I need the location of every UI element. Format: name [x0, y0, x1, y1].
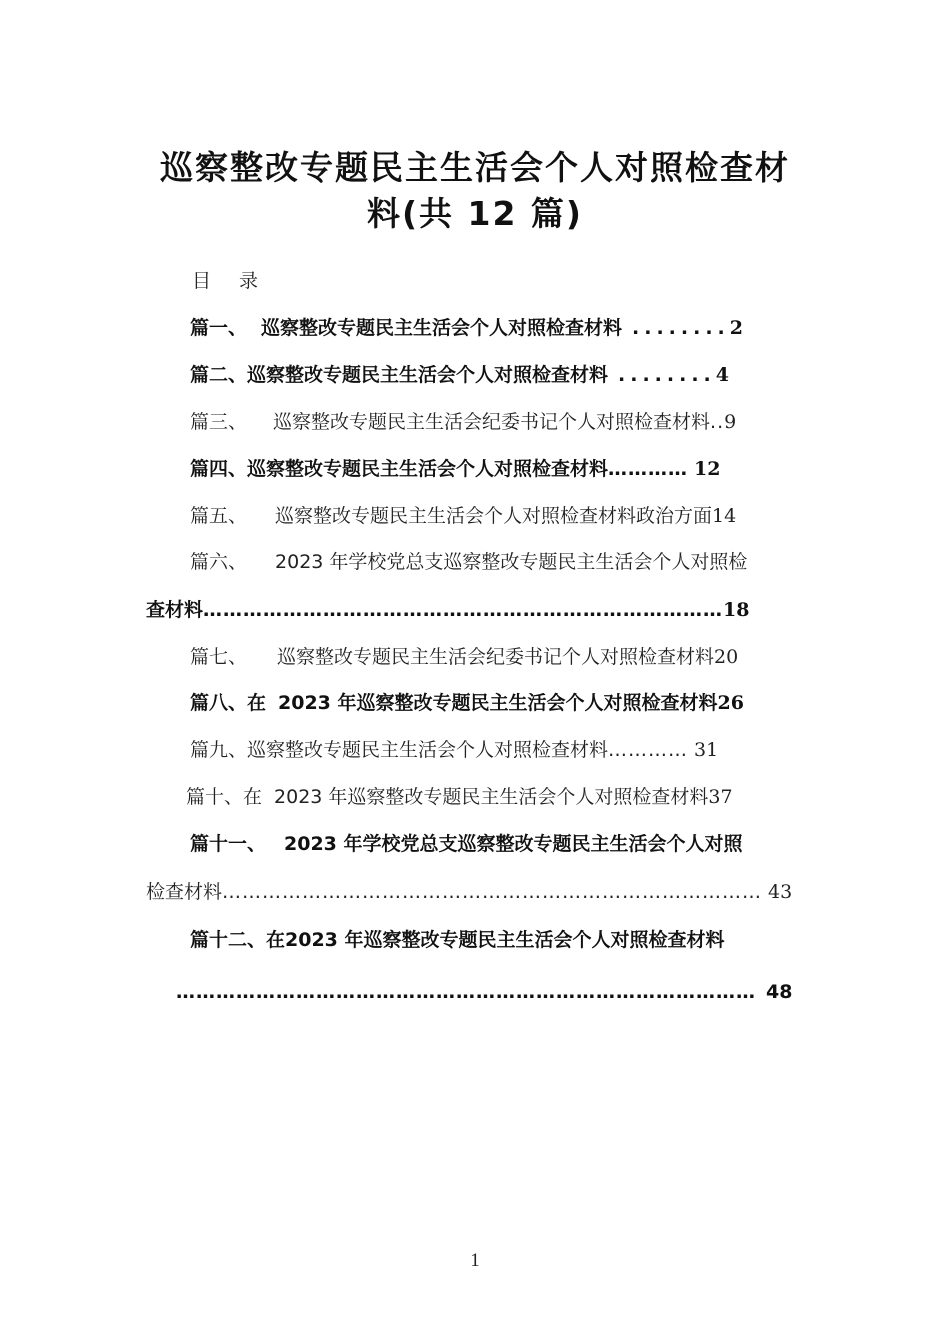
toc-entry-label: 篇八、在: [190, 692, 267, 714]
toc-entry-12-continuation[interactable]: [176, 980, 792, 1004]
toc-entry-12[interactable]: [190, 928, 725, 952]
toc-entry-leader: ........: [618, 364, 716, 386]
toc-entry-label: 篇五、: [190, 505, 248, 527]
toc-entry-label: 篇十、在: [186, 786, 263, 808]
toc-entry-title: 巡察整改专题民主生活会个人对照检查材料: [247, 739, 609, 761]
toc-entry-page: 9: [724, 411, 737, 433]
toc-entry-9[interactable]: [190, 738, 718, 762]
toc-entry-1[interactable]: [190, 316, 743, 340]
toc-entry-page: 48: [766, 981, 793, 1003]
toc-entry-leader: …………: [608, 739, 689, 761]
page-number: 1: [470, 1250, 480, 1271]
toc-entry-6[interactable]: [190, 550, 747, 574]
toc-entry-page: 37: [708, 786, 733, 808]
toc-entry-page: 14: [712, 505, 737, 527]
toc-entry-label: 篇十一、: [190, 833, 267, 855]
toc-entry-title: 2023 年巡察整改专题民主生活会个人对照检查材料: [274, 786, 709, 808]
toc-entry-title: 巡察整改专题民主生活会个人对照检查材料: [247, 458, 609, 480]
toc-entry-7[interactable]: [190, 645, 738, 669]
toc-entry-title: 2023 年巡察整改专题民主生活会个人对照检查材料: [278, 692, 718, 714]
toc-entry-title-continued: 检查材料: [146, 881, 223, 903]
toc-entry-4[interactable]: [190, 457, 720, 481]
toc-entry-page: 31: [694, 739, 719, 761]
toc-entry-11-continuation[interactable]: [146, 880, 792, 904]
toc-entry-title: 2023 年巡察整改专题民主生活会个人对照检查材料: [285, 929, 725, 951]
toc-entry-leader: ………………………………………………………………………: [222, 881, 763, 903]
toc-entry-label: 篇四、: [190, 458, 248, 480]
toc-entry-title: 2023 年学校党总支巡察整改专题民主生活会个人对照检: [275, 551, 748, 573]
document-title-line-1: 巡察整改专题民主生活会个人对照检查材: [160, 148, 790, 187]
toc-entry-title: 巡察整改专题民主生活会个人对照检查材料: [247, 364, 609, 386]
toc-entry-label: 篇九、: [190, 739, 248, 761]
toc-heading: 目录: [192, 270, 287, 292]
document-title-line-2: 料(共 12 篇): [366, 194, 584, 233]
toc-entry-page: 18: [723, 599, 750, 621]
toc-entry-label: 篇七、: [190, 646, 248, 668]
toc-entry-page: 12: [694, 458, 721, 480]
toc-entry-title: 巡察整改专题民主生活会个人对照检查材料: [261, 317, 623, 339]
toc-entry-leader: ........: [632, 317, 730, 339]
toc-entry-label: 篇三、: [190, 411, 248, 433]
toc-entry-leader: …………: [608, 458, 689, 480]
toc-entry-6-continuation[interactable]: [146, 598, 749, 622]
toc-entry-title: 巡察整改专题民主生活会个人对照检查材料政治方面: [275, 505, 713, 527]
toc-entry-11[interactable]: [190, 832, 743, 856]
toc-entry-title: 巡察整改专题民主生活会纪委书记个人对照检查材料: [277, 646, 715, 668]
toc-entry-page: 2: [729, 317, 744, 339]
toc-entry-page: 43: [768, 881, 793, 903]
toc-entry-leader: ……………………………………………………………………………: [176, 981, 756, 1003]
toc-entry-3[interactable]: [190, 410, 736, 434]
toc-entry-label: 篇十二、在: [190, 929, 286, 951]
toc-entry-8[interactable]: [190, 691, 744, 715]
toc-entry-page: 4: [715, 364, 730, 386]
toc-entry-leader: ……………………………………………………………………: [203, 599, 724, 621]
toc-entry-leader: ..: [710, 411, 725, 433]
toc-entry-10[interactable]: [186, 785, 733, 809]
toc-entry-label: 篇二、: [190, 364, 248, 386]
toc-entry-2[interactable]: [190, 363, 729, 387]
toc-entry-title: 2023 年学校党总支巡察整改专题民主生活会个人对照: [284, 833, 743, 855]
toc-entry-title-continued: 查材料: [146, 599, 204, 621]
toc-entry-label: 篇六、: [190, 551, 248, 573]
toc-entry-5[interactable]: [190, 504, 736, 528]
toc-entry-title: 巡察整改专题民主生活会纪委书记个人对照检查材料: [273, 411, 711, 433]
toc-entry-page: 20: [714, 646, 739, 668]
toc-entry-page: 26: [717, 692, 744, 714]
toc-entry-label: 篇一、: [190, 317, 248, 339]
